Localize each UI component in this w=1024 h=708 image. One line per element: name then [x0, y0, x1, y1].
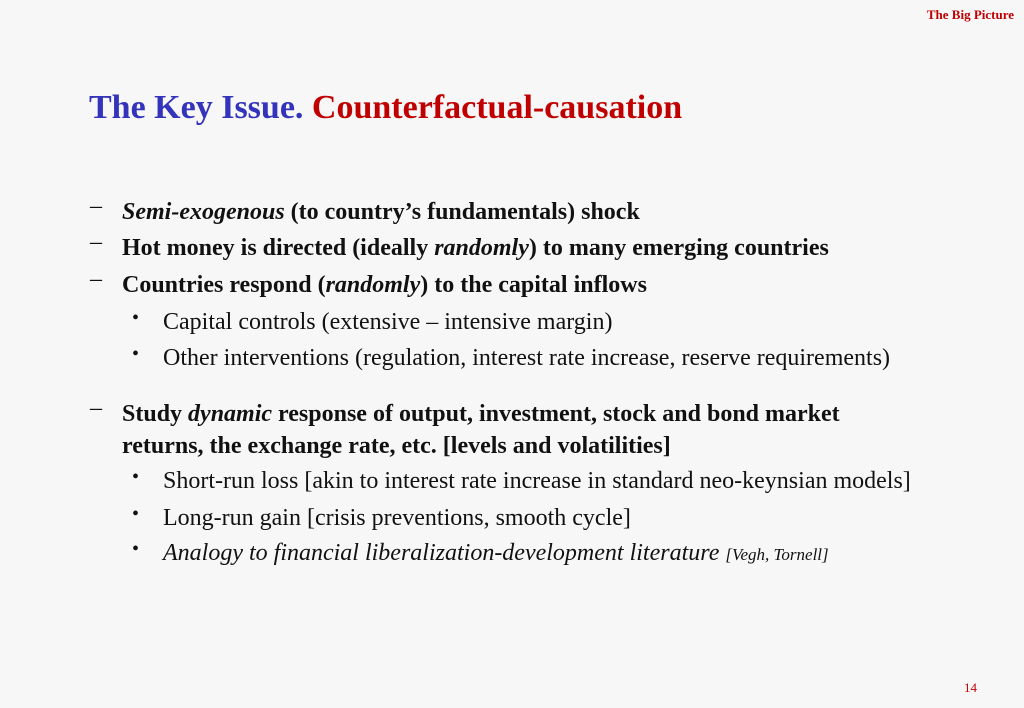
- dash-marker: –: [90, 266, 102, 292]
- point-text: [122, 232, 829, 264]
- emphasis-text: randomly: [325, 272, 421, 298]
- bullet-point-4: [90, 395, 840, 462]
- bullet-point-3: [90, 266, 647, 301]
- dash-marker: –: [90, 229, 102, 255]
- title-part-2: Counterfactual-causation: [311, 89, 683, 126]
- sub-bullet-text: Other interventions (regulation, interest rate increase, reserve requirements): [163, 345, 891, 371]
- sub-bullet-text: Capital controls (extensive – intensive margin): [163, 309, 613, 335]
- point-text-post: ) to the capital inflows: [420, 272, 647, 298]
- bullet-marker: •: [132, 343, 140, 365]
- point-text-rest: (to country’s fundamentals) shock: [284, 199, 640, 225]
- sub-bullet-text: Short-run loss [akin to interest rate increase in standard neo-keynsian models]: [163, 468, 911, 494]
- point-text: [122, 398, 840, 462]
- bullet-marker: •: [132, 503, 140, 525]
- section-label: The Big Picture: [926, 7, 1014, 22]
- bullet-marker: •: [132, 466, 140, 488]
- reference-citation: [Vegh, Tornell]: [725, 545, 829, 564]
- bullet-marker: •: [132, 538, 140, 560]
- emphasis-text: dynamic: [188, 401, 273, 427]
- page-number: 14: [964, 680, 977, 695]
- analogy-text: Analogy to financial liberalization-development literature: [163, 540, 720, 566]
- bullet-point-2: [90, 229, 829, 264]
- point-text: [122, 196, 640, 228]
- sub-bullet-text: Long-run gain [crisis preventions, smooth cycle]: [163, 505, 631, 531]
- emphasis-text: randomly: [434, 235, 529, 261]
- sub-bullet-analogy: [132, 537, 829, 571]
- bullet-point-1: [90, 193, 640, 228]
- point-text-line2: returns, the exchange rate, etc. [levels and volatilities]: [122, 433, 671, 459]
- point-text-pre: Countries respond (: [122, 272, 326, 298]
- point-text: [122, 269, 647, 301]
- emphasis-text: Semi-exogenous: [122, 199, 285, 225]
- bullet-marker: •: [132, 307, 140, 329]
- title-part-1: The Key Issue.: [89, 89, 304, 126]
- point-text-pre: Hot money is directed (ideally: [122, 235, 435, 261]
- sub-bullet-other-interventions: [132, 342, 890, 374]
- sub-bullet-text: [163, 537, 829, 571]
- point-text-pre: Study: [122, 401, 189, 427]
- slide-title: [89, 88, 682, 129]
- dash-marker: –: [90, 193, 102, 219]
- point-text-line1: response of output, investment, stock and bond market: [272, 401, 840, 427]
- sub-bullet-short-run: [132, 465, 911, 497]
- point-text-post: ) to many emerging countries: [528, 235, 829, 261]
- sub-bullet-long-run: [132, 502, 631, 534]
- dash-marker: –: [90, 395, 102, 421]
- sub-bullet-capital-controls: [132, 306, 612, 338]
